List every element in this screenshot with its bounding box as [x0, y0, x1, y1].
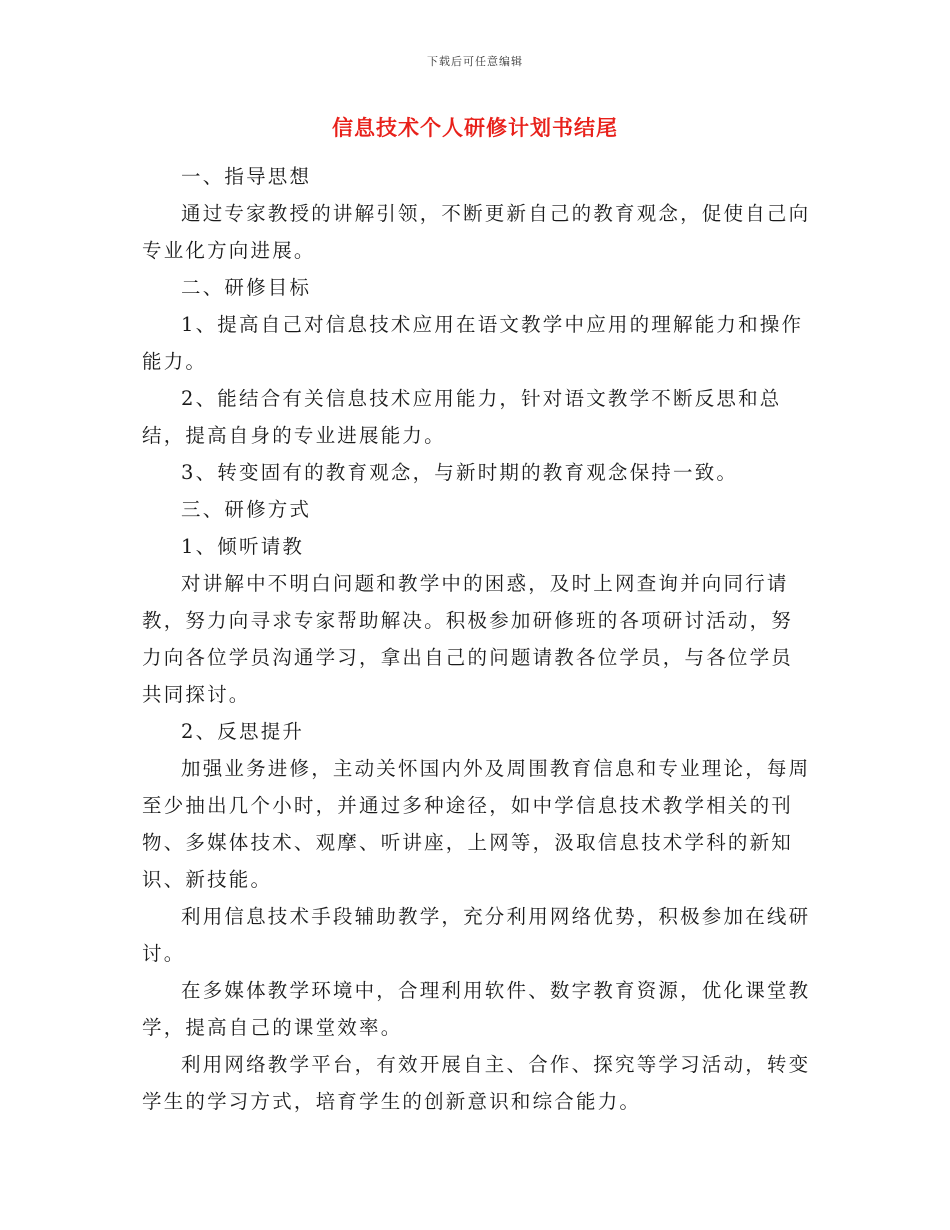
document-title: 信息技术个人研修计划书结尾: [332, 116, 618, 140]
document-body: [142, 158, 814, 1120]
goal-item-2: 2、能结合有关信息技术应用能力，针对语文教学不断反思和总结，提高自身的专业进展能力。: [142, 387, 782, 447]
paragraph-reflect-improve: 加强业务进修，主动关怀国内外及周围教育信息和专业理论，每周至少抽出几个小时，并通过多种途径，如中学信息技术教学相关的刊物、多媒体技术、观摩、听讲座，上网等，汲取信息技术学科的新知识、新技能。: [142, 757, 811, 891]
paragraph-guiding-ideology: 通过专家教授的讲解引领，不断更新自己的教育观念，促使自己向专业化方向进展。: [142, 202, 811, 262]
paragraph-multimedia-environment: 在多媒体教学环境中，合理利用软件、数字教育资源，优化课堂教学，提高自己的课堂效率。: [142, 979, 811, 1039]
goal-item-1: 1、提高自己对信息技术应用在语文教学中应用的理解能力和操作能力。: [142, 313, 804, 373]
paragraph-online-platform: 利用网络教学平台，有效开展自主、合作、探究等学习活动，转变学生的学习方式，培育学生的创新意识和综合能力。: [142, 1053, 811, 1113]
subheading-reflect-improve: 2、反思提升: [181, 720, 305, 743]
header-note: 下载后可任意编辑: [427, 55, 523, 68]
goal-item-3: 3、转变固有的教育观念，与新时期的教育观念保持一致。: [181, 461, 739, 484]
paragraph-it-assisted-teaching: 利用信息技术手段辅助教学，充分利用网络优势，积极参加在线研讨。: [142, 905, 811, 965]
paragraph-listen-consult: 对讲解中不明白问题和教学中的困惑，及时上网查询并向同行请教，努力向寻求专家帮助解决。积极参加研修班的各项研讨活动，努力向各位学员沟通学习，拿出自己的问题请教各位学员，与各位学员共同探讨。: [142, 572, 794, 706]
subheading-listen-consult: 1、倾听请教: [181, 535, 305, 558]
heading-guiding-ideology: 一、指导思想: [181, 165, 312, 188]
heading-study-methods: 三、研修方式: [181, 498, 312, 521]
heading-study-goals: 二、研修目标: [181, 276, 312, 299]
